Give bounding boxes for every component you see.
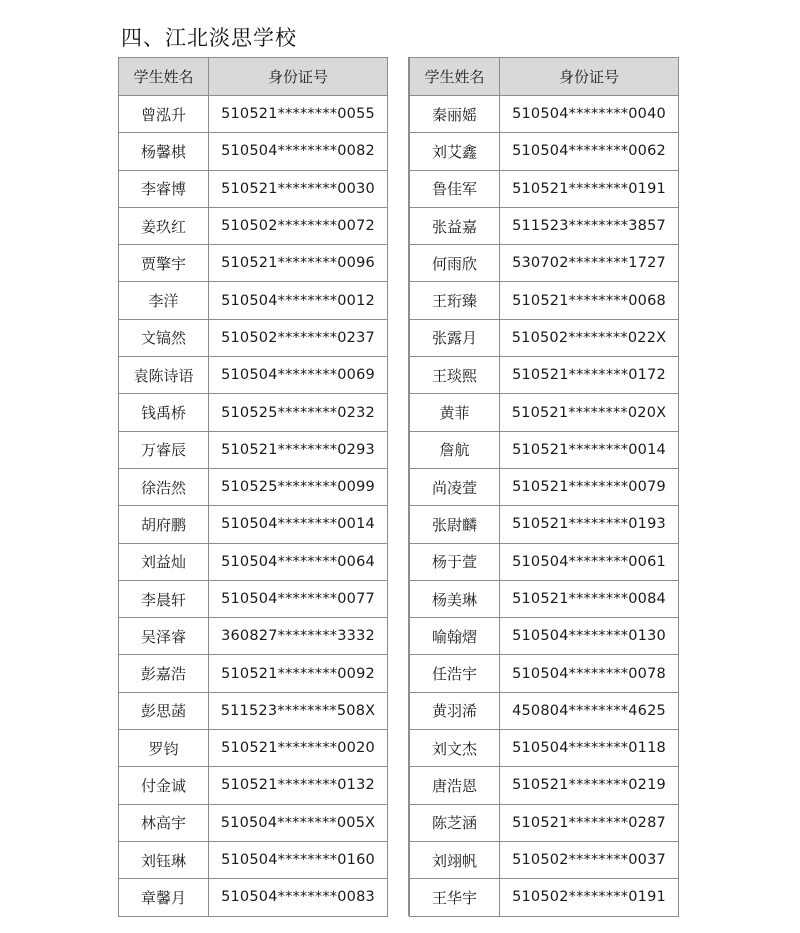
student-name: 贾擎宇 <box>119 245 209 282</box>
student-id-number: 510504********0012 <box>209 282 388 319</box>
student-id-number: 510521********020X <box>500 394 679 431</box>
table-body-left <box>119 96 388 917</box>
student-name: 刘文杰 <box>410 730 500 767</box>
table-row <box>119 319 388 356</box>
column-header-id: 身份证号 <box>209 58 388 96</box>
student-id-number: 510521********0092 <box>209 655 388 692</box>
student-id-number: 510525********0099 <box>209 468 388 505</box>
student-name: 唐浩恩 <box>410 767 500 804</box>
student-name: 何雨欣 <box>410 245 500 282</box>
student-name: 张尉麟 <box>410 506 500 543</box>
student-id-number: 510504********005X <box>209 804 388 841</box>
student-table-left <box>118 57 388 917</box>
table-header-row <box>119 58 388 96</box>
student-name: 钱禹桥 <box>119 394 209 431</box>
table-row <box>410 245 679 282</box>
student-id-number: 510521********0096 <box>209 245 388 282</box>
table-row <box>119 879 388 916</box>
table-row <box>119 245 388 282</box>
student-id-number: 510504********0160 <box>209 841 388 878</box>
table-row <box>410 170 679 207</box>
student-id-number: 510502********022X <box>500 319 679 356</box>
table-row <box>410 841 679 878</box>
table-row <box>119 841 388 878</box>
student-id-number: 510521********0293 <box>209 431 388 468</box>
student-name: 杨馨棋 <box>119 133 209 170</box>
student-id-number: 510521********0068 <box>500 282 679 319</box>
student-name: 李睿博 <box>119 170 209 207</box>
table-row <box>410 282 679 319</box>
student-id-number: 510504********0014 <box>209 506 388 543</box>
table-row <box>119 207 388 244</box>
table-row <box>410 431 679 468</box>
student-id-number: 510504********0118 <box>500 730 679 767</box>
student-name: 喻翰熠 <box>410 618 500 655</box>
student-id-number: 510521********0084 <box>500 580 679 617</box>
table-row <box>410 618 679 655</box>
student-name: 刘钰琳 <box>119 841 209 878</box>
table-body-right <box>410 96 679 917</box>
student-id-number: 510502********0072 <box>209 207 388 244</box>
student-name: 刘艾鑫 <box>410 133 500 170</box>
table-row <box>410 692 679 729</box>
table-row <box>119 394 388 431</box>
student-name: 刘翊帆 <box>410 841 500 878</box>
table-row <box>119 133 388 170</box>
student-id-number: 510504********0083 <box>209 879 388 916</box>
table-row <box>410 96 679 133</box>
student-id-number: 510504********0064 <box>209 543 388 580</box>
student-id-number: 510504********0062 <box>500 133 679 170</box>
student-id-number: 510504********0077 <box>209 580 388 617</box>
student-name: 任浩宇 <box>410 655 500 692</box>
student-name: 徐浩然 <box>119 468 209 505</box>
table-row <box>410 207 679 244</box>
column-header-name: 学生姓名 <box>410 58 500 96</box>
table-row <box>119 618 388 655</box>
table-row <box>119 506 388 543</box>
student-id-number: 511523********3857 <box>500 207 679 244</box>
table-row <box>410 655 679 692</box>
table-row <box>410 357 679 394</box>
student-name: 曾泓升 <box>119 96 209 133</box>
table-row <box>410 394 679 431</box>
table-row <box>119 655 388 692</box>
student-table-right <box>409 57 679 917</box>
student-name: 胡府鹏 <box>119 506 209 543</box>
student-id-number: 530702********1727 <box>500 245 679 282</box>
student-name: 尚凌萱 <box>410 468 500 505</box>
table-row <box>410 468 679 505</box>
student-name: 陈芝涵 <box>410 804 500 841</box>
table-row <box>410 543 679 580</box>
student-id-number: 510521********0055 <box>209 96 388 133</box>
student-name: 张益嘉 <box>410 207 500 244</box>
student-name: 鲁佳军 <box>410 170 500 207</box>
table-row <box>119 543 388 580</box>
column-header-id: 身份证号 <box>500 58 679 96</box>
student-id-number: 510521********0020 <box>209 730 388 767</box>
student-id-number: 510504********0040 <box>500 96 679 133</box>
student-name: 刘益灿 <box>119 543 209 580</box>
student-name: 罗钧 <box>119 730 209 767</box>
student-id-number: 510504********0082 <box>209 133 388 170</box>
student-name: 李晨轩 <box>119 580 209 617</box>
student-name: 万睿辰 <box>119 431 209 468</box>
student-name: 黄羽浠 <box>410 692 500 729</box>
student-id-number: 360827********3332 <box>209 618 388 655</box>
table-row <box>119 431 388 468</box>
student-id-number: 510521********0079 <box>500 468 679 505</box>
table-row <box>119 468 388 505</box>
table-row <box>410 133 679 170</box>
table-row <box>410 730 679 767</box>
table-row <box>119 357 388 394</box>
student-name: 吴泽睿 <box>119 618 209 655</box>
student-name: 张露月 <box>410 319 500 356</box>
student-id-number: 510521********0191 <box>500 170 679 207</box>
student-name: 詹航 <box>410 431 500 468</box>
student-id-number: 510521********0287 <box>500 804 679 841</box>
table-row <box>119 580 388 617</box>
student-id-number: 510525********0232 <box>209 394 388 431</box>
table-row <box>410 319 679 356</box>
student-id-number: 510521********0172 <box>500 357 679 394</box>
table-row <box>119 282 388 319</box>
student-name: 彭思菡 <box>119 692 209 729</box>
student-id-number: 510521********0193 <box>500 506 679 543</box>
table-header-row <box>410 58 679 96</box>
student-id-number: 510521********0030 <box>209 170 388 207</box>
table-row <box>410 506 679 543</box>
student-name: 杨于萱 <box>410 543 500 580</box>
student-name: 杨美琳 <box>410 580 500 617</box>
student-id-number: 510502********0037 <box>500 841 679 878</box>
table-row <box>119 170 388 207</box>
student-name: 黄菲 <box>410 394 500 431</box>
student-name: 林高宇 <box>119 804 209 841</box>
student-id-number: 510521********0132 <box>209 767 388 804</box>
table-gap <box>387 57 409 916</box>
table-row <box>119 692 388 729</box>
student-name: 章馨月 <box>119 879 209 916</box>
student-name: 王珩臻 <box>410 282 500 319</box>
table-row <box>410 767 679 804</box>
student-id-number: 510504********0078 <box>500 655 679 692</box>
table-row <box>119 767 388 804</box>
table-row <box>410 804 679 841</box>
student-id-number: 510502********0191 <box>500 879 679 916</box>
table-row <box>119 96 388 133</box>
student-id-number: 510504********0069 <box>209 357 388 394</box>
table-row <box>410 580 679 617</box>
student-name: 王琰熙 <box>410 357 500 394</box>
student-id-number: 510504********0061 <box>500 543 679 580</box>
student-id-number: 510502********0237 <box>209 319 388 356</box>
student-name: 文镐然 <box>119 319 209 356</box>
table-row <box>119 804 388 841</box>
student-name: 秦丽媱 <box>410 96 500 133</box>
column-header-name: 学生姓名 <box>119 58 209 96</box>
student-name: 王华宇 <box>410 879 500 916</box>
student-id-number: 450804********4625 <box>500 692 679 729</box>
page-title: 四、江北淡思学校 <box>121 26 297 50</box>
student-name: 李洋 <box>119 282 209 319</box>
student-name: 付金诚 <box>119 767 209 804</box>
student-id-number: 511523********508X <box>209 692 388 729</box>
student-id-number: 510504********0130 <box>500 618 679 655</box>
student-name: 袁陈诗语 <box>119 357 209 394</box>
student-id-number: 510521********0219 <box>500 767 679 804</box>
table-row <box>410 879 679 916</box>
table-row <box>119 730 388 767</box>
student-id-number: 510521********0014 <box>500 431 679 468</box>
student-name: 姜玖红 <box>119 207 209 244</box>
student-name: 彭嘉浩 <box>119 655 209 692</box>
